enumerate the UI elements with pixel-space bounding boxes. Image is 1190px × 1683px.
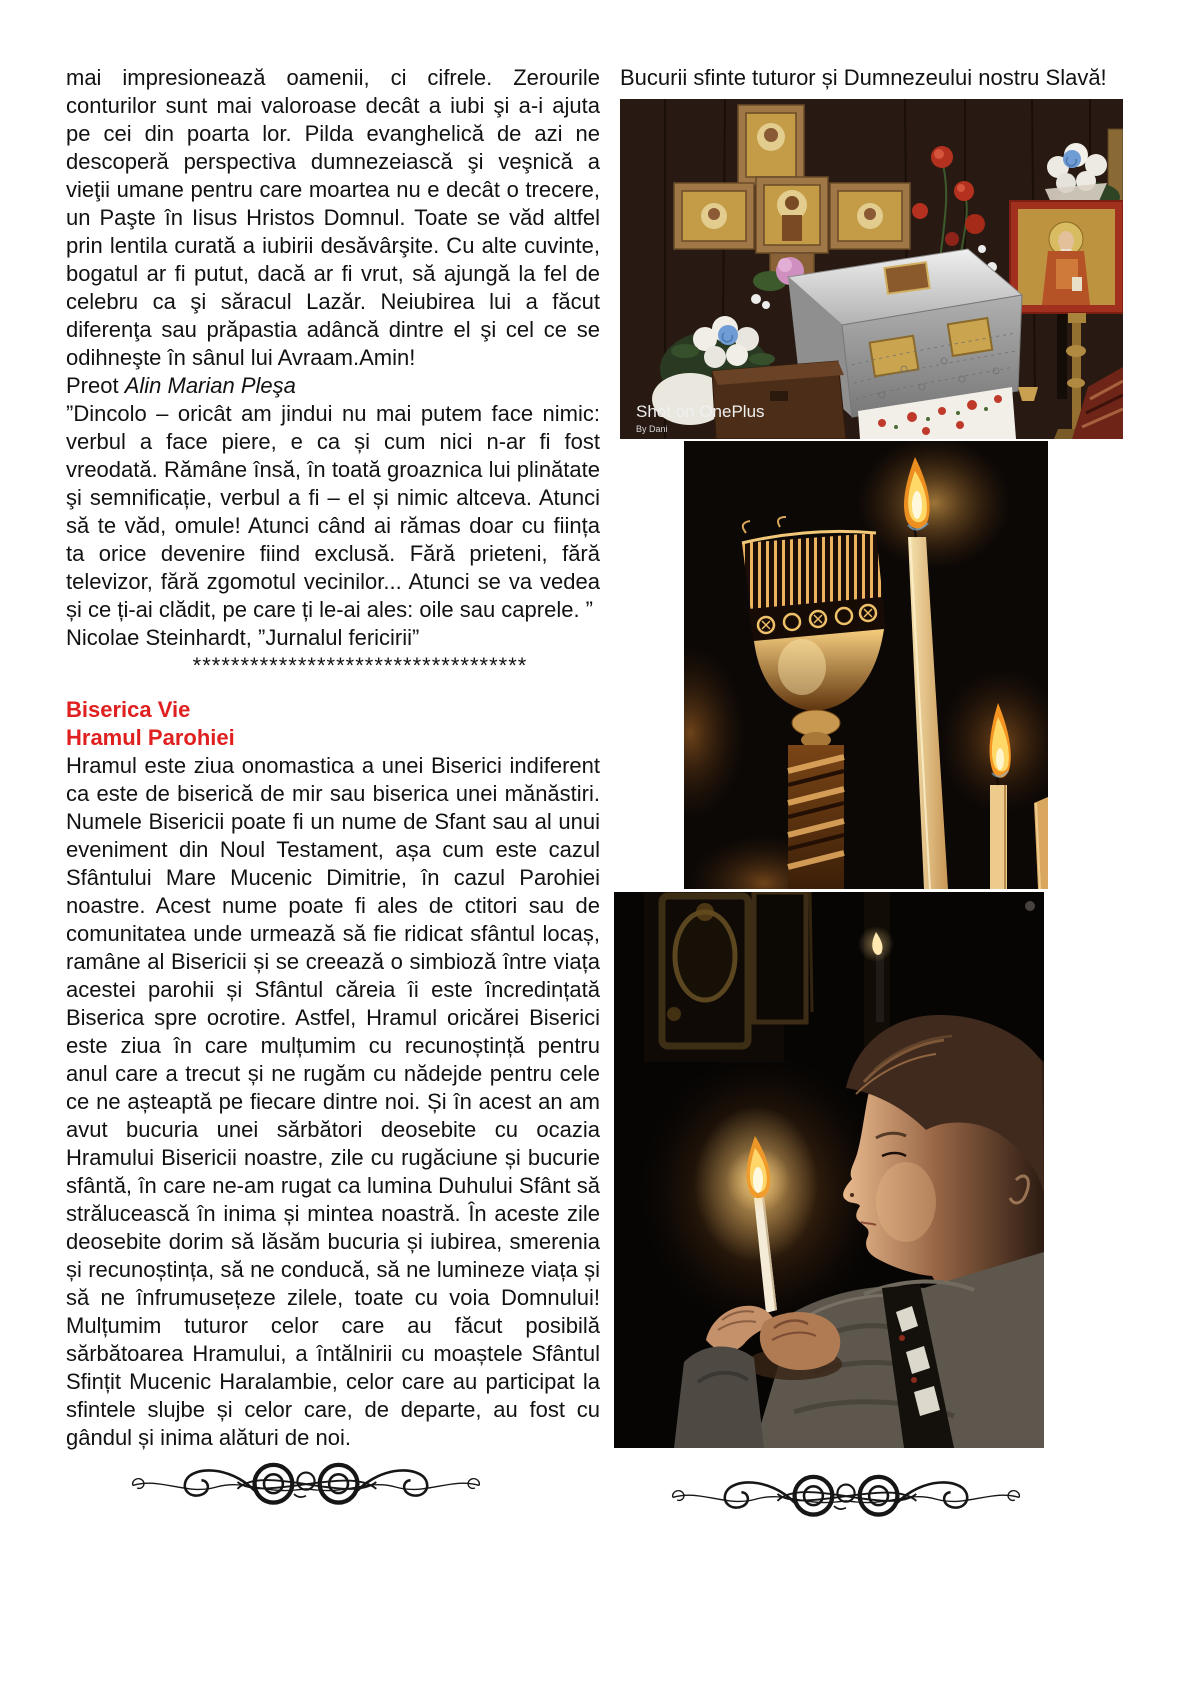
priest-byline [66, 372, 600, 400]
photo-altar-reliquary [620, 99, 1124, 439]
paragraph-hram-article: Hramul este ziua onomastica a unei Biserici indiferent ca este de biserică de mir sau biserica unei mănăstiri. Numele Bisericii poate fi un nume de Sfant sau al unui eveniment din Noul Testament, așa cum este cazul Sfântului Mare Mucenic Dimitrie, în cazul Parohiei noastre. Acest nume poate fi ales de ctitori sau de comunitatea unde urmează să fie ridicat sfântul locaș, ramâne al Bisericii și se creează o simbioză între viața acestei parohii și Sfântul căreia îi este încredințată Biserica spre ocrotire. Astfel, Hramul oricărei Biserici este ziua în care mulțumim cu recunoștință pentru anul care a trecut și ne rugăm cu nădejde pentru cele ce ne așteaptă pe fiecare dintre noi. Și în acest an am avut bucuria unei sărbători deosebite cu ocazia Hramului Bisericii noastre, zile cu rugăciune și bucurie sfântă, în care ne-am rugat ca lumina Duhului Sfânt să strălucească în inima și mintea noastră. În aceste zile deosebite dorim să lăsăm bucuria și iubirea, smerenia și recunoștința, să ne conducă, să ne lumineze viața și să ne înfrumusețeze zilele, toate cu voia Domnului! Mulțumim tuturor celor care au făcut posibilă sărbătoarea Hramului, a întălnirii cu moaștele Sfântul Sfințit Mucenic Haralambie, celor care au participat la sfintele slujbe și celor care, de departe, au fost cu gândul și inima alături de noi. [66, 753, 600, 1450]
section-heading-biserica-vie: Biserica Vie [66, 697, 191, 722]
paragraph-rich-man-parable: mai impresionează oamenii, ci cifrele. Zerourile conturilor sunt mai valoroase decât a iubi şi a-i ajuta pe cei din poarta lor. Pilda evanghelică de azi ne descoperă perspectiva dumnezeiască şi veşnică a vieţii umane pentru care moartea nu e decât o trecere, un Paşte în Iisus Hristos Domnul. Toate se văd altfel prin lentila curată a iubirii desăvârşite. Cu alte cuvinte, bogatul ar fi putut, dacă ar fi vrut, să ajungă la fel de celebru ca şi săracul Lazăr. Neiubirea lui a făcut diferenţa sau prăpastia adâncă dintre el şi cel ce se odihneşte în sânul lui Avraam.Amin! [66, 65, 600, 370]
flourish-ornament [666, 1470, 1026, 1518]
altar-photo-graphic [620, 99, 1123, 439]
quote-attribution: Nicolae Steinhardt, ”Jurnalul fericirii” [66, 625, 420, 650]
watermark-author: By Dani [636, 424, 668, 434]
byline-name: Alin Marian Pleşa [124, 373, 296, 398]
paragraph-steinhardt-quote: ”Dincolo – oricât am jindui nu mai putem face nimic: verbul a face piere, e ca și cum nici n-ar fi fost vreodată. Rămâne însă, în toată groaznica lui plinătate şi semnificație, verbul a fi – el și nimic altceva. Atunci să te văd, omule! Atunci când ai rămas doar cu ființa ta orice devenire fiind exclusă. Fără prieteni, fără televizor, fără zgomotul vecinilor... Atunci se va vedea și ce ți-ai clădit, pe care ți le-ai ales: oile sau caprele. ” [66, 401, 600, 622]
paragraph-blessing: Bucurii sfinte tuturor și Dumnezeului nostru Slavă! [620, 65, 1107, 90]
wooden-chest [712, 361, 846, 439]
section-heading-hramul-parohiei: Hramul Parohiei [66, 725, 235, 750]
flourish-ornament [117, 1458, 495, 1506]
watermark-shot-on: Shot on OnePlus [636, 402, 765, 421]
child-photo-graphic [614, 892, 1044, 1448]
asterisk-divider: *********************************** [192, 653, 528, 678]
left-column [66, 64, 600, 1523]
candles-photo-graphic [684, 441, 1048, 889]
photo-child-with-candle [614, 892, 1124, 1448]
byline-prefix: Preot [66, 373, 125, 398]
two-column-layout [66, 64, 1190, 1523]
photo-candles [684, 441, 1124, 889]
right-column [620, 64, 1124, 1523]
